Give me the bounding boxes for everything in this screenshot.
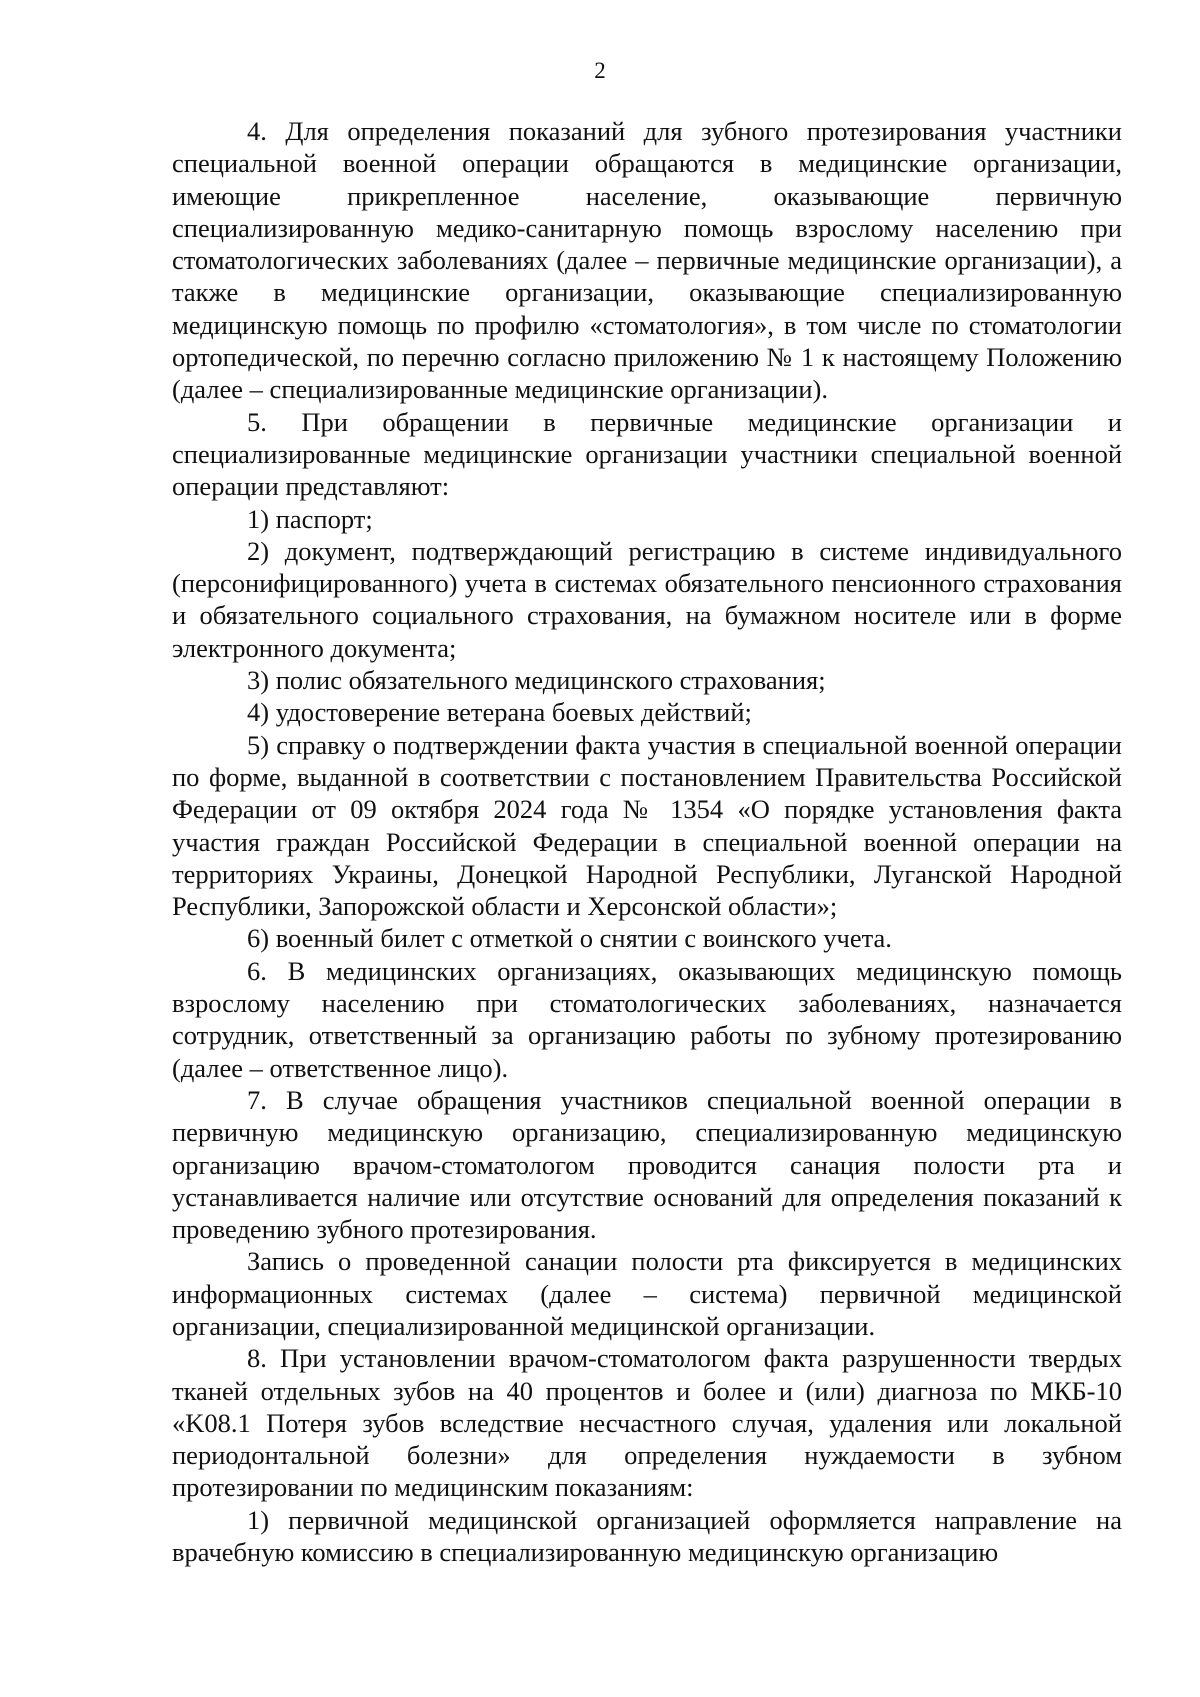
list-item-referral: 1) первичной медицинской организацией оформляется направление на врачебную комиссию в специализированную медицинскую организацию	[172, 1504, 1122, 1568]
paragraph-7-record: Запись о проведенной санации полости рта фиксируется в медицинских информационных системах (далее – система) первичной медицинской организации, специализированной медицинской организации.	[172, 1246, 1122, 1341]
page-number: 2	[594, 58, 606, 83]
paragraph-5: 5. При обращении в первичные медицинские организации и специализированные медицинские организации участники специальной военной операции представляют:	[172, 406, 1122, 502]
list-item-insurance-policy: 3) полис обязательного медицинского страхования;	[247, 665, 826, 696]
paragraph-4: 4. Для определения показаний для зубного протезирования участники специальной военной операции обращаются в медицинские организации, имеющие прикрепленное население, оказывающие первичную специализированную медико-санитарную помощь взрослому населению при стоматологических заболеваниях (далее – первичные медицинские организации), а также в медицинские организации, оказывающие специализированную медицинскую помощь по профилю «стоматология», в том числе по стоматологии ортопедической, по перечню согласно приложению № 1 к настоящему Положению (далее – специализированные медицинские организации).	[172, 116, 1122, 405]
list-item-passport: 1) паспорт;	[247, 503, 373, 534]
paragraph-6: 6. В медицинских организациях, оказывающих медицинскую помощь взрослому населению при стоматологических заболеваниях, назначается сотрудник, ответственный за организацию работы по зубному протезированию (далее – ответственное лицо).	[172, 955, 1122, 1083]
list-item-military-id: 6) военный билет с отметкой о снятии с воинского учета.	[247, 923, 892, 954]
list-item-participation-certificate: 5) справку о подтверждении факта участия в специальной военной операции по форме, выданной в соответствии с постановлением Правительства Российской Федерации от 09 октября 2024 года № 1354 «О порядке установления факта участия граждан Российской Федерации в специальной военной операции на территориях Украины, Донецкой Народной Республики, Луганской Народной Республики, Запорожской области и Херсонской области»;	[172, 729, 1122, 922]
document-body	[172, 115, 1122, 1568]
paragraph-7: 7. В случае обращения участников специальной военной операции в первичную медицинскую организацию, специализированную медицинскую организацию врачом-стоматологом проводится санация полости рта и устанавливается наличие или отсутствие оснований для определения показаний к проведению зубного протезирования.	[172, 1084, 1122, 1245]
paragraph-8: 8. При установлении врачом-стоматологом факта разрушенности твердых тканей отдельных зубов на 40 процентов и более и (или) диагноза по МКБ-10 «K08.1 Потеря зубов вследствие несчастного случая, удаления или локальной периодонтальной болезни» для определения нуждаемости в зубном протезировании по медицинским показаниям:	[172, 1343, 1122, 1503]
list-item-veteran-certificate: 4) удостоверение ветерана боевых действий;	[247, 697, 752, 728]
list-item-registration-document: 2) документ, подтверждающий регистрацию в системе индивидуального (персонифицированного) учета в системах обязательного пенсионного страхования и обязательного социального страхования, на бумажном носителе или в форме электронного документа;	[172, 535, 1122, 663]
